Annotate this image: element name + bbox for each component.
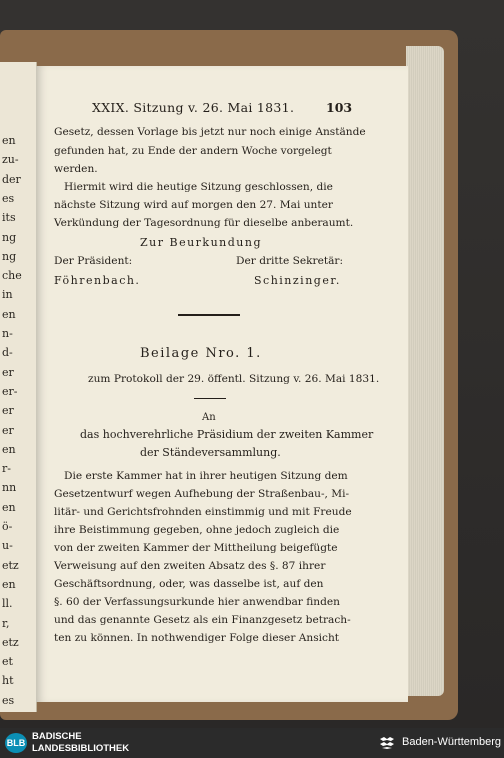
running-header: XXIX. Sitzung v. 26. Mai 1831. bbox=[92, 100, 295, 115]
text-line: litär- und Gerichtsfrohnden einstimmig und mit Freude bbox=[54, 506, 352, 518]
left-page-fragment: in bbox=[2, 288, 13, 302]
text-line: Hiermit wird die heutige Sitzung geschlossen, die bbox=[64, 181, 333, 193]
text-line: nächste Sitzung wird auf morgen den 27. Mai unter bbox=[54, 199, 333, 211]
page-edges bbox=[406, 46, 444, 696]
left-page bbox=[0, 62, 37, 712]
president-name: Föhrenbach. bbox=[54, 274, 141, 287]
text-line: von der zweiten Kammer der Mittheilung beigefügte bbox=[54, 542, 338, 554]
library-name[interactable] bbox=[32, 731, 129, 755]
text-line: Geschäftsordnung, oder, was dasselbe ist, auf den bbox=[54, 578, 324, 590]
left-page-fragment: n- bbox=[2, 327, 13, 340]
left-page-fragment: etz bbox=[2, 558, 19, 572]
secretary-label: Der dritte Sekretär: bbox=[236, 255, 344, 267]
address-line: das hochverehrliche Präsidium der zweiten Kammer bbox=[80, 428, 374, 441]
text-line: ten zu können. In nothwendiger Folge dieser Ansicht bbox=[54, 632, 340, 644]
text-line: werden. bbox=[54, 163, 98, 175]
text-line: §. 60 der Verfassungsurkunde hier anwendbar finden bbox=[54, 596, 340, 608]
attestation: Zur Beurkundung bbox=[140, 236, 263, 249]
left-page-fragment: che bbox=[2, 269, 22, 283]
left-page-fragment: u- bbox=[2, 539, 13, 553]
book-page bbox=[36, 66, 408, 702]
left-page-fragment: ö- bbox=[2, 520, 13, 533]
left-page-fragment: zu- bbox=[2, 153, 19, 167]
text-line: Die erste Kammer hat in ihrer heutigen Sitzung dem bbox=[64, 470, 348, 482]
left-page-fragment: etz bbox=[2, 635, 19, 649]
left-page-fragment: er bbox=[2, 423, 14, 437]
left-page-fragment: es bbox=[2, 191, 15, 205]
text-line: und das genannte Gesetz als ein Finanzgesetz betrach- bbox=[54, 614, 351, 626]
left-page-fragment: et bbox=[2, 655, 13, 669]
left-page-fragment: er bbox=[2, 404, 14, 418]
library-name-line-1: BADISCHE bbox=[32, 731, 82, 742]
separator-rule bbox=[178, 314, 240, 316]
short-rule bbox=[194, 398, 226, 399]
left-page-fragment: en bbox=[2, 442, 16, 456]
footer-bar bbox=[0, 728, 504, 758]
left-page-fragment: es bbox=[2, 693, 15, 707]
blb-logo-icon[interactable]: BLB bbox=[5, 733, 27, 753]
address-line: der Ständeversammlung. bbox=[140, 446, 281, 459]
text-line: Gesetzentwurf wegen Aufhebung der Straßenbau-, Mi- bbox=[54, 488, 350, 500]
text-line: gefunden hat, zu Ende der andern Woche vorgelegt bbox=[54, 145, 332, 157]
text-line: ihre Beistimmung gegeben, ohne jedoch zugleich die bbox=[54, 524, 340, 536]
left-page-fragment: en bbox=[2, 577, 16, 591]
left-page-fragment: ng bbox=[2, 249, 17, 263]
library-name-line-2: LANDESBIBLIOTHEK bbox=[32, 743, 130, 754]
left-page-fragment: en bbox=[2, 307, 16, 321]
supplement-title: Beilage Nro. 1. bbox=[140, 346, 262, 361]
text-line: Verkündung der Tagesordnung für dieselbe anberaumt. bbox=[54, 217, 354, 229]
text-line: Gesetz, dessen Vorlage bis jetzt nur noch einige Anstände bbox=[54, 126, 366, 138]
left-page-fragment: er bbox=[2, 365, 14, 379]
left-page-fragment: ht bbox=[2, 674, 14, 688]
left-page-fragment: ll. bbox=[2, 597, 13, 611]
president-label: Der Präsident: bbox=[54, 255, 133, 267]
left-page-fragment: its bbox=[2, 211, 16, 225]
left-page-fragment: ng bbox=[2, 230, 17, 244]
left-page-fragment: nn bbox=[2, 481, 17, 495]
secretary-name: Schinzinger. bbox=[254, 274, 341, 287]
left-page-fragment: en bbox=[2, 134, 16, 147]
left-page-fragment: r- bbox=[2, 462, 11, 476]
left-page-fragment: r, bbox=[2, 616, 10, 630]
text-line: Verweisung auf den zweiten Absatz des §. 87 ihrer bbox=[54, 560, 326, 572]
state-coat-of-arms-icon bbox=[379, 736, 395, 750]
state-name[interactable]: Baden-Württemberg bbox=[402, 736, 502, 748]
address-to: An bbox=[202, 412, 216, 423]
supplement-subtitle: zum Protokoll der 29. öffentl. Sitzung v. 26. Mai 1831. bbox=[88, 373, 380, 385]
left-page-fragment: der bbox=[2, 172, 21, 186]
page-number: 103 bbox=[326, 100, 353, 115]
left-page-fragment: en bbox=[2, 500, 16, 514]
left-page-fragment: er- bbox=[2, 384, 18, 398]
left-page-fragment: d- bbox=[2, 346, 13, 360]
